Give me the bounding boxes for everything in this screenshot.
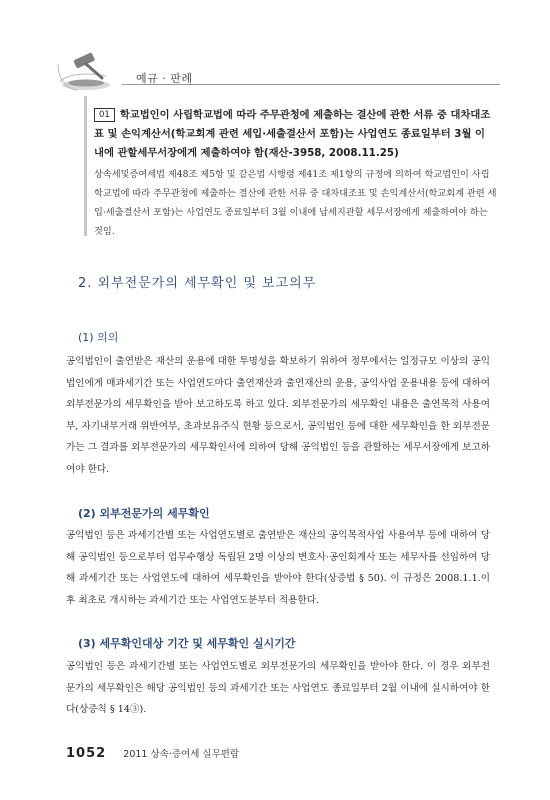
case-number-badge: 01 (94, 108, 115, 122)
gavel-icon (56, 52, 126, 92)
subsection-title-confirmation-period: (3) 세무확인대상 기간 및 세무확인 실시기간 (78, 637, 296, 650)
book-title: 2011 상속·증여세 실무편람 (123, 749, 240, 760)
page-number: 1052 (66, 746, 107, 761)
header-label: 예규 · 판례 (136, 72, 193, 85)
subsection-text-confirmation-period: 공익법인 등은 과세기간별 또는 사업연도별로 외부전문가의 세무확인을 받아야 한다. 이 경우 외부전문가의 세무확인은 해당 공익법인 등의 과세기간 또는 사업연도 종료일부터 2월 이내에 실시하여야 한다(상증칙 § 14③). (66, 661, 490, 715)
case-headline: 학교법인이 사립학교법에 따라 주무관청에 제출하는 결산에 관한 서류 중 대차대조표 및 손익계산서(학교회계 관련 세입·세출결산서 포함)는 사업연도 종료일부터 3월 이내에 관할세무서장에게 제출하여야 함(재산-3958, 2008.11.25) (94, 109, 491, 159)
page-header (0, 0, 550, 95)
subsection-title-meaning: (1) 의의 (78, 331, 119, 344)
case-side-bar (84, 96, 87, 236)
case-ruling-box (84, 96, 502, 236)
subsection-text-meaning: 공익법인이 출연받은 재산의 운용에 대한 투명성을 확보하기 위하여 정부에서는 일정규모 이상의 공익법인에게 매과세기간 또는 사업연도마다 출연재산과 출연재산의 운용, 공익사업 운용내용 등에 대하여 외부전문가의 세무확인을 받아 보고하도록 하고 있다. 외부전문가의 세무확인 내용은 출연목적 사용여부, 자기내부거래 위반여부, 초과보유주식 현황 등으로서, 공익법인 등에 대한 세무확인을 한 외부전문가는 그 결과를 외부전문가의 세무확인서에 의하여 당해 공익법인 등을 관할하는 세무서장에게 보고하여야 한다. (66, 356, 490, 475)
section-title: 2. 외부전문가의 세무확인 및 보고의무 (78, 276, 317, 291)
case-body-text: 상속세및증여세법 제48조 제5항 및 같은법 시행령 제41조 제1항의 규정에 의하여 학교법인이 사립학교법에 따라 주무관청에 제출하는 결산에 관한 서류 중 대차대조표 및 손익계산서(학교회계 관련 세입·세출결산서 포함)는 사업연도 종료일부터 3월 이내에 납세지관할 세무서장에게 제출하여야 하는 것임. (94, 169, 497, 237)
subsection-title-tax-confirmation: (2) 외부전문가의 세무확인 (78, 507, 210, 520)
page-footer (66, 742, 239, 761)
header-divider (122, 84, 500, 85)
subsection-text-tax-confirmation: 공익법인 등은 과세기간별 또는 사업연도별로 출연받은 재산의 공익목적사업 사용여부 등에 대하여 당해 공익법인 등으로부터 업무수행상 독립된 2명 이상의 변호사·공인회계사 또는 세무사를 선임하여 당해 과세기간 또는 사업연도에 대하여 세무확인을 받아야 한다(상증법 § 50). 이 규정은 2008.1.1.이후 최초로 개시하는 과세기간 또는 사업연도분부터 적용한다. (66, 530, 490, 606)
case-headline-block (94, 106, 494, 163)
